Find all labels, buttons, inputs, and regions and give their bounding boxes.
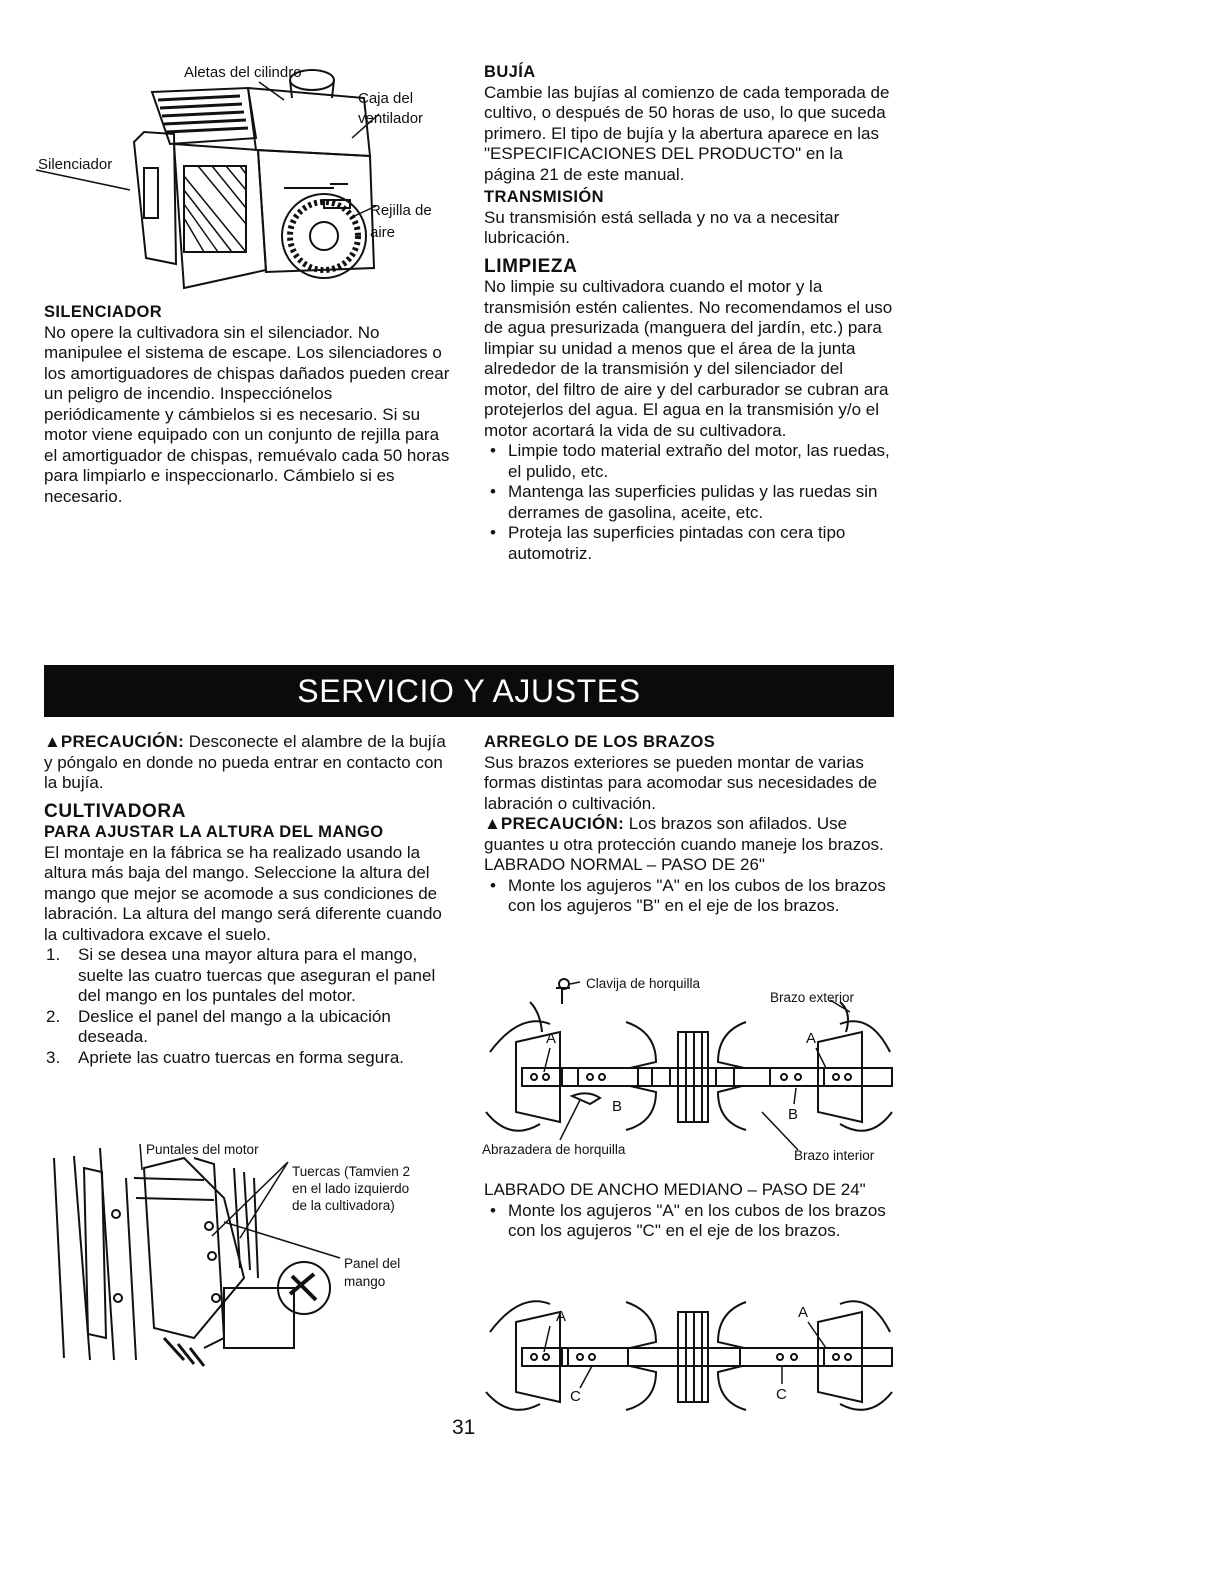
heading-limpieza: LIMPIEZA [484,255,578,277]
label-outer-tine: Brazo exterior [770,990,855,1005]
tines-figure-normal [480,972,900,1168]
label-muffler: Silenciador [38,156,113,173]
label-nuts-line2: en el lado izquierdo [292,1181,410,1196]
list-item: • Limpie todo material extraño del motor, las ruedas, el pulido, etc. [484,441,894,482]
caution-spark-plug [44,732,454,794]
list-normal-tilling [484,876,894,917]
label-fan-box-line2: ventilador [358,110,424,127]
label-hole-c-right: C [776,1386,787,1403]
label-hole-c-left: C [570,1388,581,1405]
heading-transmision: TRANSMISIÓN [484,188,604,206]
text-silenciador: No opere la cultivadora sin el silenciador. No manipulee el sistema de escape. Los silenciadores o los amortiguadores de chispas dañados pueden crear un peligro de incendio. Inspecciónelos periódicamente y cámbielos si es necesario. Si su motor viene equipado con un conjunto de rejilla para el amortiguador de chispas, remuévalo cada 50 horas para limpiarlo e inspeccionarlo. Cámbielo si es necesario. [44,322,450,506]
list-item [44,1048,454,1069]
tines-illustration-medium [480,1292,900,1422]
text-cultivadora: El montaje en la fábrica se ha realizado usando la altura más baja del mango. Seleccione la altura del mango que mejor se acomode a sus condiciones de labración. La altura del mango será diferente cuando la cultivadora excave el suelo. [44,842,442,944]
step-text: Deslice el panel del mango a la ubicación deseada. [78,1006,391,1046]
subheading-handle-height: PARA AJUSTAR LA ALTURA DEL MANGO [44,823,384,841]
text-arreglo: Sus brazos exteriores se pueden montar de varias formas distintas para acomodar sus necesidades de labración o cultivación. [484,752,878,813]
list-item: • Monte los agujeros "A" en los cubos de los brazos con los agujeros "C" en el eje de los brazos. [484,1201,894,1242]
text-limpieza: No limpie su cultivadora cuando el motor y la transmisión estén calientes. No recomendamos el uso de agua presurizada (manguera del jardín, etc.) para limpiar su unidad a menos que el área de la junta alrededor de la transmisión y del silenciador del motor, del filtro de aire y del carburador se cubran ara protejerlos del agua. El agua en la transmisión y/o el motor acortará la vida de su cultivadora. [484,277,893,440]
list-item [44,945,454,1007]
label-air-grille-line2: aire [370,224,396,241]
label-hairpin-clamp: Abrazadera de horquilla [482,1142,626,1157]
label-nuts: Tuercas (Tamvien 2 [292,1164,411,1179]
label-handle-panel-line2: mango [344,1274,386,1289]
heading-medium-tilling: LABRADO DE ANCHO MEDIANO – PASO DE 24" [484,1180,866,1199]
label-handle-panel: Panel del [344,1256,401,1271]
tines-figure-medium [480,1292,900,1422]
section-arreglo-medium [484,1180,894,1242]
caution-text: Los brazos son afilados. Use guantes u otra protección cuando maneje los brazos. [484,814,884,854]
step-text: Apriete las cuatro tuercas en forma segura. [78,1047,404,1067]
label-hairpin-clip: Clavija de horquilla [586,976,701,991]
page-number: 31 [452,1416,476,1439]
label-hole-b-left: B [612,1098,623,1115]
list-item [44,1007,454,1048]
step-number: 1. [46,945,61,964]
caution-text: Desconecte el alambre de la bujía y póngalo en donde no pueda entrar en contacto con la bujía. [44,732,446,792]
section-banner: SERVICIO Y AJUSTES [44,665,894,717]
heading-arreglo: ARREGLO DE LOS BRAZOS [484,733,716,751]
section-servicio-left [44,732,454,1068]
section-maintenance-right [484,62,894,564]
list-medium-tilling [484,1201,894,1242]
section-arreglo-top [484,732,894,917]
warning-icon: ▲ [44,732,61,751]
label-nuts-line3: de la cultivadora) [292,1198,395,1213]
step-text: Si se desea una mayor altura para el mango, suelte las cuatro tuercas que aseguran el panel del mango en los puntales del motor. [78,945,436,1005]
label-engine-struts: Puntales del motor [146,1142,259,1157]
text-transmision: Su transmisión está sellada y no va a necesitar lubricación. [484,207,840,247]
label-hole-a-right: A [806,1030,817,1047]
caution-tines [484,814,894,855]
warning-icon: ▲ [484,814,501,833]
steps-cultivadora [44,945,454,1068]
label-inner-tine: Brazo interior [794,1148,875,1163]
list-limpieza [484,441,894,564]
label-fan-box: Caja del [358,90,414,107]
heading-bujia: BUJÍA [484,63,536,81]
label-hole-a-left: A [546,1030,557,1047]
step-number: 2. [46,1006,61,1026]
text-bujia: Cambie las bujías al comienzo de cada temporada de cultivo, o después de 50 horas de uso, lo que suceda primero. El tipo de bujía y la abertura aparece en las "ESPECIFICACIONES DEL PRODUCTO" en la página 21 de este manual. [484,82,890,184]
step-number: 3. [46,1047,61,1067]
engine-figure [34,58,454,298]
heading-normal-tilling: LABRADO NORMAL – PASO DE 26" [484,855,765,874]
list-item: • Mantenga las superficies pulidas y las ruedas sin derrames de gasolina, aceite, etc. [484,482,894,523]
label-cylinder-fins: Aletas del cilindro [184,64,302,81]
label-hole-a-left: A [556,1308,567,1325]
caution-label: PRECAUCIÓN: [60,732,185,751]
heading-silenciador: SILENCIADOR [44,303,163,321]
section-silenciador [44,302,452,507]
caution-label: PRECAUCIÓN: [500,814,625,833]
handle-figure [44,1138,454,1368]
label-air-grille: Rejilla de [370,202,432,219]
label-hole-a-right: A [798,1304,809,1321]
heading-cultivadora: CULTIVADORA [44,800,187,822]
label-hole-b-right: B [788,1106,799,1123]
list-item: • Proteja las superficies pintadas con cera tipo automotriz. [484,523,894,564]
list-item: • Monte los agujeros "A" en los cubos de los brazos con los agujeros "B" en el eje de los brazos. [484,876,894,917]
